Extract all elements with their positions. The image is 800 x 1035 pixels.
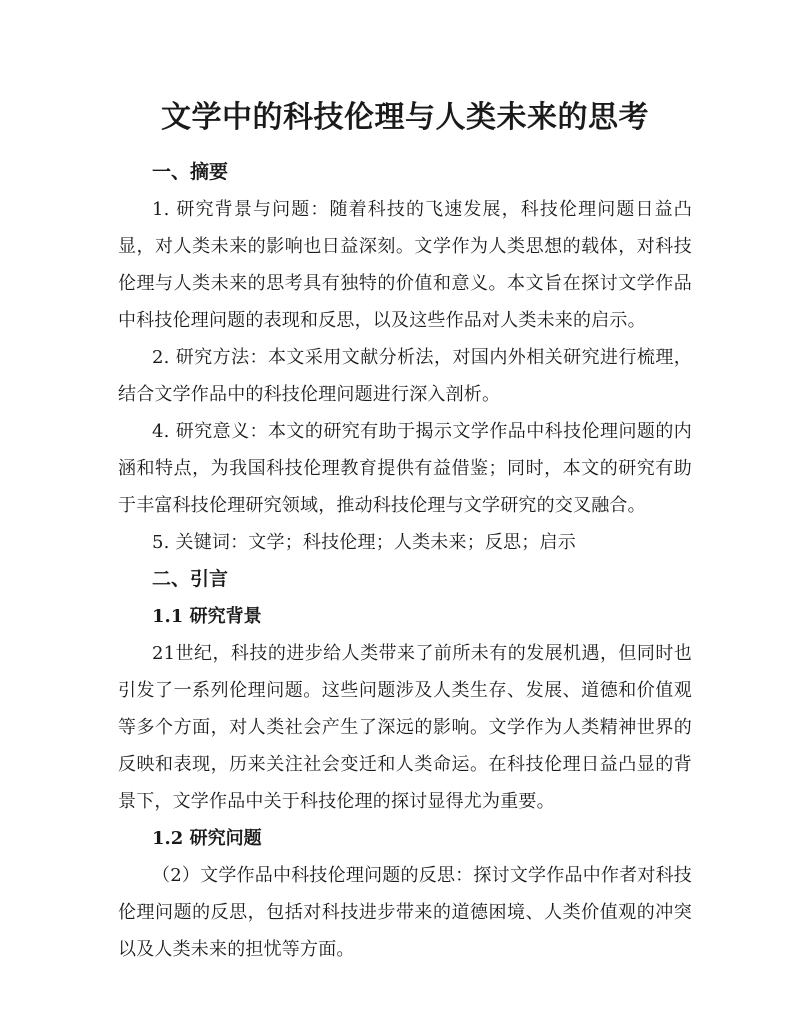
- abstract-item-method: 2. 研究方法：本文采用文献分析法，对国内外相关研究进行梳理，结合文学作品中的科技伦理问题进行深入剖析。: [118, 347, 692, 405]
- section-heading-abstract: 一、摘要: [152, 161, 229, 183]
- abstract-item-keywords: 5. 关键词：文学；科技伦理；人类未来；反思；启示: [152, 532, 576, 553]
- subheading-research-background: 1.1 研究背景: [152, 606, 262, 627]
- section-heading-introduction: 二、引言: [152, 568, 229, 590]
- paragraph-research-background: 21世纪，科技的进步给人类带来了前所未有的发展机遇，但同时也引发了一系列伦理问题。这些问题涉及人类生存、发展、道德和价值观等多个方面，对人类社会产生了深远的影响。文学作为人类精神世界的反映和表现，历来关注社会变迁和人类命运。在科技伦理日益凸显的背景下，文学作品中关于科技伦理的探讨显得尤为重要。: [118, 643, 692, 812]
- abstract-item-significance: 4. 研究意义：本文的研究有助于揭示文学作品中科技伦理问题的内涵和特点，为我国科技伦理教育提供有益借鉴；同时，本文的研究有助于丰富科技伦理研究领域，推动科技伦理与文学研究的交叉融合。: [118, 421, 692, 516]
- subheading-research-question: 1.2 研究问题: [152, 828, 262, 849]
- paragraph-research-question: （2）文学作品中科技伦理问题的反思：探讨文学作品中作者对科技伦理问题的反思，包括对科技进步带来的道德困境、人类价值观的冲突以及人类未来的担忧等方面。: [118, 865, 692, 960]
- abstract-item-background: 1. 研究背景与问题：随着科技的飞速发展，科技伦理问题日益凸显，对人类未来的影响也日益深刻。文学作为人类思想的载体，对科技伦理与人类未来的思考具有独特的价值和意义。本文旨在探讨文学作品中科技伦理问题的表现和反思，以及这些作品对人类未来的启示。: [118, 199, 692, 331]
- document-title: 文学中的科技伦理与人类未来的思考: [161, 100, 649, 135]
